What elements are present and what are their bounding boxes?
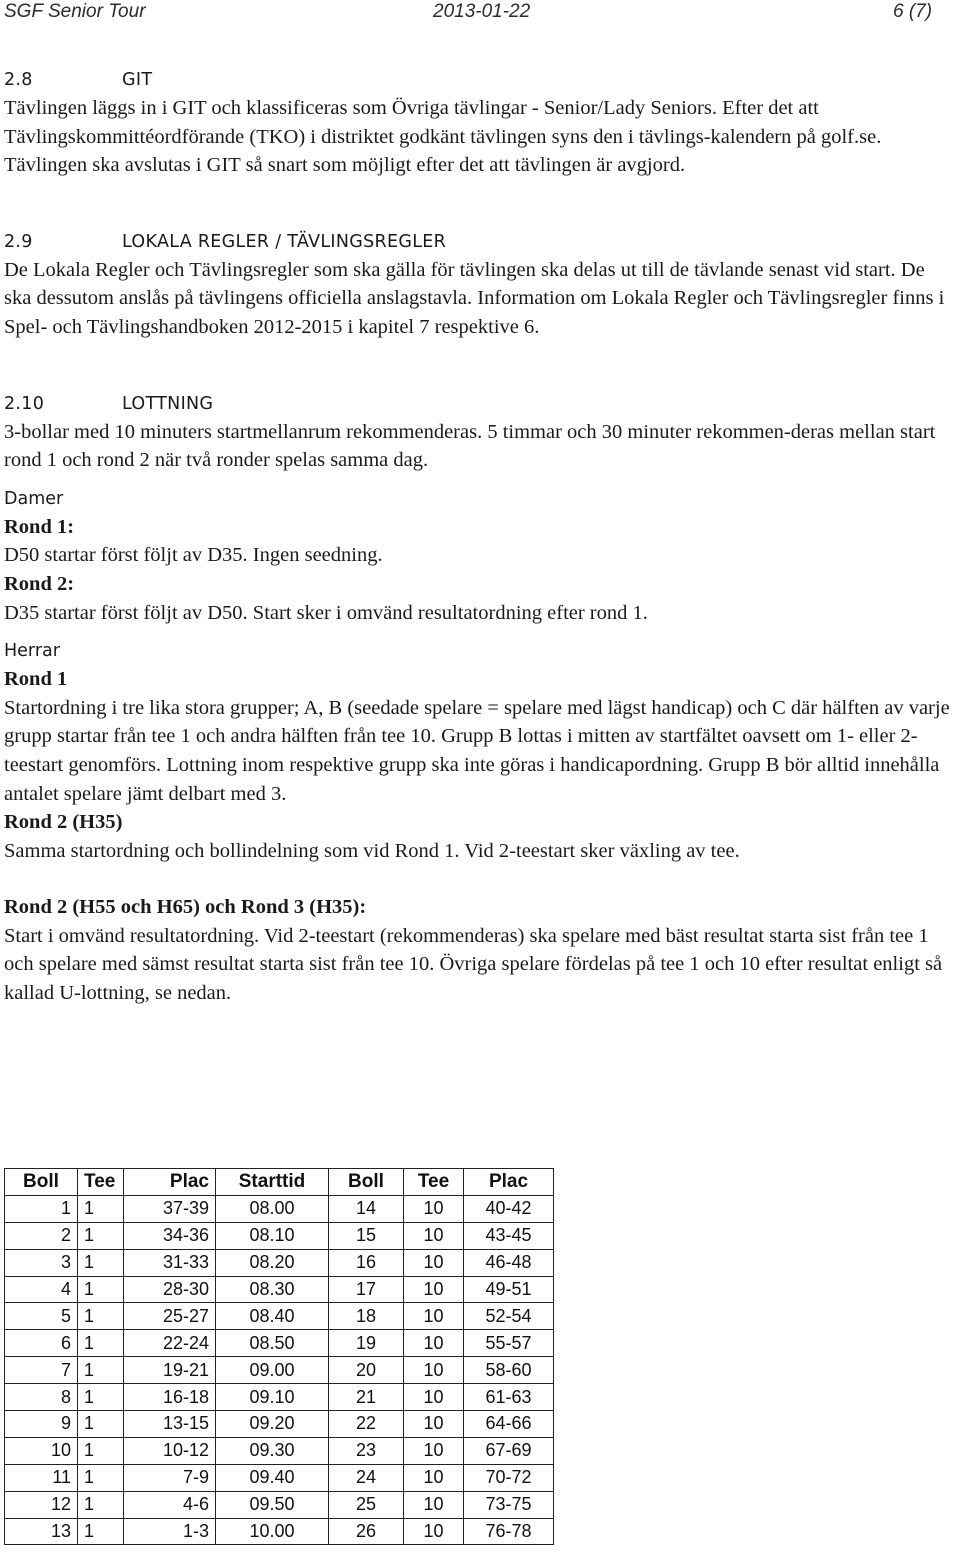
section-lokala-regler	[4, 228, 954, 342]
table-cell: 15	[329, 1222, 404, 1249]
herrar-label: Herrar	[4, 641, 60, 662]
table-cell: 10.00	[216, 1518, 329, 1545]
table-cell: 09.50	[216, 1491, 329, 1518]
document-body	[4, 66, 954, 1008]
section-title: GIT	[122, 70, 153, 90]
table-cell: 46-48	[464, 1249, 554, 1276]
table-row	[5, 1249, 554, 1276]
column-header: Tee	[404, 1169, 464, 1196]
table-cell: 08.50	[216, 1330, 329, 1357]
table-cell: 4-6	[124, 1491, 216, 1518]
herrar-rond1-label: Rond 1	[4, 668, 68, 691]
table-cell: 10	[404, 1411, 464, 1438]
table-cell: 2	[5, 1222, 78, 1249]
table-cell: 1	[78, 1464, 124, 1491]
table-cell: 20	[329, 1357, 404, 1384]
table-cell: 10	[404, 1384, 464, 1411]
table-cell: 10-12	[124, 1437, 216, 1464]
herrar-rond2-label: Rond 2 (H35)	[4, 811, 123, 834]
table-cell: 25	[329, 1491, 404, 1518]
table-cell: 37-39	[124, 1195, 216, 1222]
table-cell: 1	[78, 1437, 124, 1464]
table-cell: 1	[78, 1195, 124, 1222]
table-cell: 1	[78, 1384, 124, 1411]
table-cell: 1	[78, 1330, 124, 1357]
table-cell: 22-24	[124, 1330, 216, 1357]
table-cell: 26	[329, 1518, 404, 1545]
table-cell: 73-75	[464, 1491, 554, 1518]
table-cell: 1	[78, 1249, 124, 1276]
table-cell: 10	[404, 1195, 464, 1222]
table-cell: 09.40	[216, 1464, 329, 1491]
herrar-rond2-text: Samma startordning och bollindelning som vid Rond 1. Vid 2-teestart sker växling av tee.	[4, 839, 740, 862]
damer-rond2-label: Rond 2:	[4, 572, 75, 595]
table-cell: 10	[404, 1303, 464, 1330]
table-cell: 10	[404, 1464, 464, 1491]
table-cell: 08.00	[216, 1195, 329, 1222]
section-heading	[4, 390, 954, 418]
u-lottning-table	[4, 1168, 554, 1545]
damer-rond2-text: D35 startar först följt av D50. Start sker i omvänd resultatordning efter rond 1.	[4, 601, 648, 624]
table-row	[5, 1411, 554, 1438]
damer-label: Damer	[4, 488, 64, 509]
table-cell: 3	[5, 1249, 78, 1276]
header-title: SGF Senior Tour	[4, 1, 146, 22]
table-cell: 1	[5, 1195, 78, 1222]
table-cell: 13	[5, 1518, 78, 1545]
table-row	[5, 1518, 554, 1545]
column-header: Plac	[124, 1169, 216, 1196]
table-cell: 11	[5, 1464, 78, 1491]
table-cell: 70-72	[464, 1464, 554, 1491]
table-cell: 34-36	[124, 1222, 216, 1249]
table-row	[5, 1491, 554, 1518]
table-cell: 17	[329, 1276, 404, 1303]
table-cell: 16-18	[124, 1384, 216, 1411]
damer-rond1-text: D50 startar först följt av D35. Ingen seedning.	[4, 544, 383, 567]
table-cell: 08.30	[216, 1276, 329, 1303]
table-cell: 19	[329, 1330, 404, 1357]
table-cell: 10	[404, 1491, 464, 1518]
table-cell: 31-33	[124, 1249, 216, 1276]
section-git	[4, 66, 954, 180]
table-cell: 21	[329, 1384, 404, 1411]
table-cell: 10	[404, 1249, 464, 1276]
table-cell: 10	[404, 1222, 464, 1249]
table-cell: 49-51	[464, 1276, 554, 1303]
table-cell: 43-45	[464, 1222, 554, 1249]
table-cell: 09.00	[216, 1357, 329, 1384]
table-row	[5, 1384, 554, 1411]
damer-rond1-label: Rond 1:	[4, 515, 75, 538]
header-date: 2013-01-22	[433, 1, 531, 22]
table-cell: 1-3	[124, 1518, 216, 1545]
table-cell: 64-66	[464, 1411, 554, 1438]
section-number: 2.8	[4, 70, 33, 90]
table-cell: 1	[78, 1491, 124, 1518]
table-row	[5, 1464, 554, 1491]
table-cell: 08.10	[216, 1222, 329, 1249]
table-cell: 22	[329, 1411, 404, 1438]
section-title: LOTTNING	[122, 393, 214, 414]
table-cell: 09.20	[216, 1411, 329, 1438]
table-row	[5, 1276, 554, 1303]
table-cell: 08.40	[216, 1303, 329, 1330]
table-cell: 67-69	[464, 1437, 554, 1464]
table-cell: 40-42	[464, 1195, 554, 1222]
table-row	[5, 1357, 554, 1384]
table-cell: 10	[404, 1330, 464, 1357]
table-cell: 1	[78, 1276, 124, 1303]
table-cell: 10	[404, 1437, 464, 1464]
table-cell: 18	[329, 1303, 404, 1330]
table-cell: 7	[5, 1357, 78, 1384]
section-number: 2.9	[4, 231, 33, 252]
table-cell: 24	[329, 1464, 404, 1491]
table-cell: 58-60	[464, 1357, 554, 1384]
table-cell: 12	[5, 1491, 78, 1518]
table-cell: 6	[5, 1330, 78, 1357]
table-cell: 1	[78, 1222, 124, 1249]
column-header: Starttid	[216, 1169, 329, 1196]
section-text: Tävlingen läggs in i GIT och klassificeras som Övriga tävlingar - Senior/Lady Seniors. Efter det att Tävlingskommittéordförande (TKO) i distriktet godkänt tävlingen syns den i tävlings-kalendern på golf.se. Tävlingen ska avslutas i GIT så snart som möjligt efter det att tävlingen är avgjord.	[4, 97, 882, 177]
table-row	[5, 1437, 554, 1464]
table-cell: 1	[78, 1518, 124, 1545]
table-cell: 1	[78, 1357, 124, 1384]
table-row	[5, 1222, 554, 1249]
table-cell: 76-78	[464, 1518, 554, 1545]
column-header: Boll	[5, 1169, 78, 1196]
table-cell: 8	[5, 1384, 78, 1411]
header-page-number: 6 (7)	[893, 1, 933, 22]
table-cell: 1	[78, 1411, 124, 1438]
table-cell: 25-27	[124, 1303, 216, 1330]
table-row	[5, 1195, 554, 1222]
table-cell: 13-15	[124, 1411, 216, 1438]
table-cell: 1	[78, 1303, 124, 1330]
column-header: Tee	[78, 1169, 124, 1196]
herrar-rond3-text: Start i omvänd resultatordning. Vid 2-teestart (rekommenderas) ska spelare med bäst resultat starta sist från tee 1 och spelare med sämst resultat starta sist från tee 10. Övriga spelare fördelas på tee 1 och 10 efter resultat enligt så kallad U-lottning, se nedan.	[4, 924, 943, 1005]
section-heading	[4, 228, 954, 256]
herrar-rond3-label: Rond 2 (H55 och H65) och Rond 3 (H35):	[4, 896, 367, 919]
table-row	[5, 1303, 554, 1330]
table-cell: 10	[404, 1357, 464, 1384]
table-cell: 10	[404, 1276, 464, 1303]
table-cell: 4	[5, 1276, 78, 1303]
table-cell: 09.10	[216, 1384, 329, 1411]
page-header	[0, 0, 960, 26]
table-cell: 16	[329, 1249, 404, 1276]
section-heading	[4, 66, 954, 94]
table-cell: 52-54	[464, 1303, 554, 1330]
section-lottning	[4, 390, 954, 1008]
table-cell: 14	[329, 1195, 404, 1222]
table-cell: 61-63	[464, 1384, 554, 1411]
section-title: LOKALA REGLER / TÄVLINGSREGLER	[122, 231, 447, 252]
section-number: 2.10	[4, 393, 45, 414]
table-cell: 19-21	[124, 1357, 216, 1384]
table-cell: 10	[404, 1518, 464, 1545]
section-text: De Lokala Regler och Tävlingsregler som ska gälla för tävlingen ska delas ut till de tävlande senast vid start. De ska dessutom anslås på tävlingens officiella anslagstavla. Information om Lokala Regler och Tävlingsregler finns i Spel- och Tävlingshandboken 2012-2015 i kapitel 7 respektive 6.	[4, 258, 945, 338]
table-cell: 10	[5, 1437, 78, 1464]
table-cell: 09.30	[216, 1437, 329, 1464]
table-header-row	[5, 1169, 554, 1196]
column-header: Boll	[329, 1169, 404, 1196]
section-text: 3-bollar med 10 minuters startmellanrum rekommenderas. 5 timmar och 30 minuter rekommen-deras mellan start rond 1 och rond 2 när två ronder spelas samma dag.	[4, 420, 936, 472]
column-header: Plac	[464, 1169, 554, 1196]
table-cell: 23	[329, 1437, 404, 1464]
table-cell: 5	[5, 1303, 78, 1330]
table-cell: 08.20	[216, 1249, 329, 1276]
table-cell: 9	[5, 1411, 78, 1438]
table-cell: 28-30	[124, 1276, 216, 1303]
table-row	[5, 1330, 554, 1357]
table-cell: 55-57	[464, 1330, 554, 1357]
herrar-rond1-text: Startordning i tre lika stora grupper; A, B (seedade spelare = spelare med lägst handicap) och C där hälften av varje grupp startar från tee 1 och andra hälften från tee 10. Grupp B lottas i mitten av startfältet oavsett om 1- eller 2-teestart genomförs. Lottning inom respektive grupp ska inte göras i handicapordning. Grupp B bör alltid innehålla antalet spelare jämt delbart med 3.	[4, 696, 950, 805]
table-cell: 7-9	[124, 1464, 216, 1491]
